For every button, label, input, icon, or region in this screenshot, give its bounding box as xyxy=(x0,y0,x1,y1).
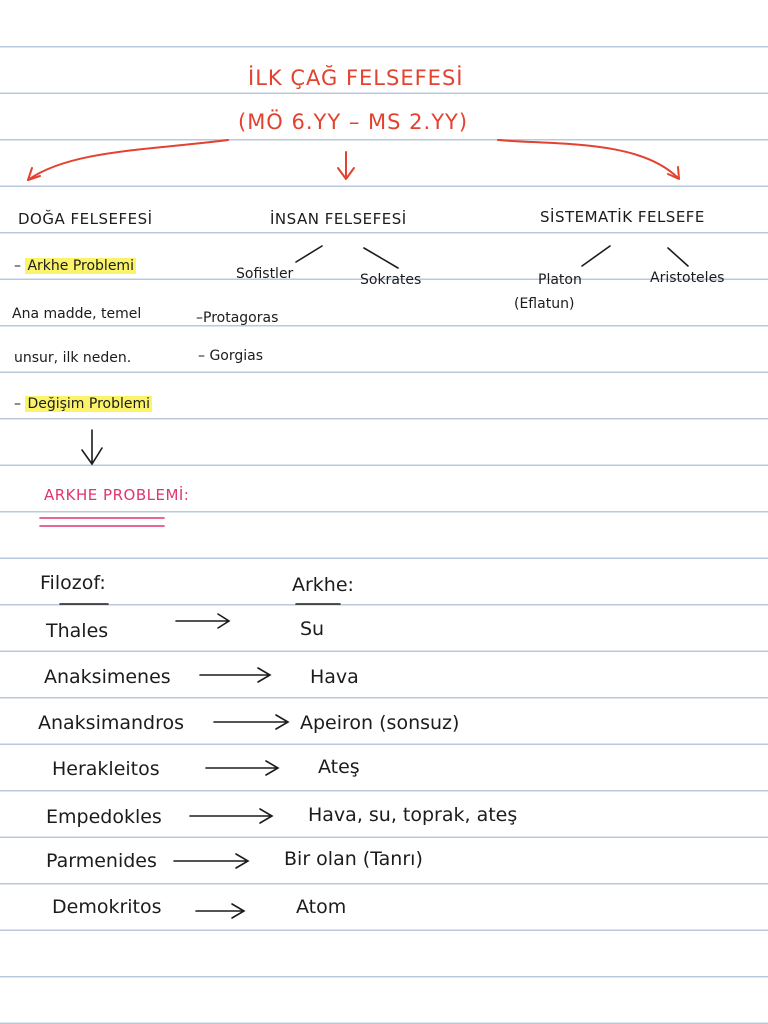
table-row-arche: Ateş xyxy=(318,756,360,778)
branch-aristoteles xyxy=(668,248,688,266)
table-row-arche: Atom xyxy=(296,896,347,918)
arrow-to-sistematik xyxy=(498,140,678,178)
arche-desc-line-2: unsur, ilk neden. xyxy=(14,350,132,366)
table-row-arche: Su xyxy=(300,618,325,640)
page-title: İLK ÇAĞ FELSEFESİ xyxy=(248,66,464,90)
arche-desc-line-1: Ana madde, temel xyxy=(12,306,142,322)
table-row-philosopher: Demokritos xyxy=(52,896,162,918)
heading-insan-felsefesi: İNSAN FELSEFESİ xyxy=(270,210,407,228)
table-row-philosopher: Herakleitos xyxy=(52,758,160,780)
table-row-arche: Hava, su, toprak, ateş xyxy=(308,804,518,826)
sofist-gorgias: – Gorgias xyxy=(198,348,264,364)
table-row-arche: Hava xyxy=(310,666,359,688)
branch-platon xyxy=(582,246,610,266)
branch-sokrates xyxy=(364,248,398,268)
change-problem-label: Değişim Problemi xyxy=(27,396,151,412)
column-arche-header: Arkhe: xyxy=(292,574,354,596)
platon-note: (Eflatun) xyxy=(514,296,575,312)
table-row-philosopher: Parmenides xyxy=(46,850,157,872)
table-row-arche: Bir olan (Tanrı) xyxy=(284,848,423,870)
table-row-philosopher: Thales xyxy=(46,620,109,642)
platon-label: Platon xyxy=(538,272,582,288)
table-row-arche: Apeiron (sonsuz) xyxy=(300,712,460,734)
sofist-protagoras: –Protagoras xyxy=(196,310,279,326)
aristoteles-label: Aristoteles xyxy=(650,270,725,286)
column-philosopher-header: Filozof: xyxy=(40,572,106,594)
heading-sistematik-felsefe: SİSTEMATİK FELSEFE xyxy=(540,208,705,226)
arrow-to-doga xyxy=(28,140,228,180)
arche-problem-item: – Arkhe Problemi xyxy=(14,258,134,274)
heading-doga-felsefesi: DOĞA FELSEFESİ xyxy=(18,210,153,228)
change-problem-item: – Değişim Problemi xyxy=(14,396,151,412)
sokrates-label: Sokrates xyxy=(360,272,422,288)
table-row-philosopher: Anaksimenes xyxy=(44,666,171,688)
table-row-philosopher: Empedokles xyxy=(46,806,162,828)
period-subtitle: (MÖ 6.YY – MS 2.YY) xyxy=(238,110,469,134)
down-arrow xyxy=(82,430,102,464)
branch-sofistler xyxy=(296,246,322,262)
sofistler-label: Sofistler xyxy=(236,266,294,282)
table-row-philosopher: Anaksimandros xyxy=(38,712,185,734)
arche-problem-label: Arkhe Problemi xyxy=(27,258,134,274)
arche-section-heading: ARKHE PROBLEMİ: xyxy=(44,486,190,504)
